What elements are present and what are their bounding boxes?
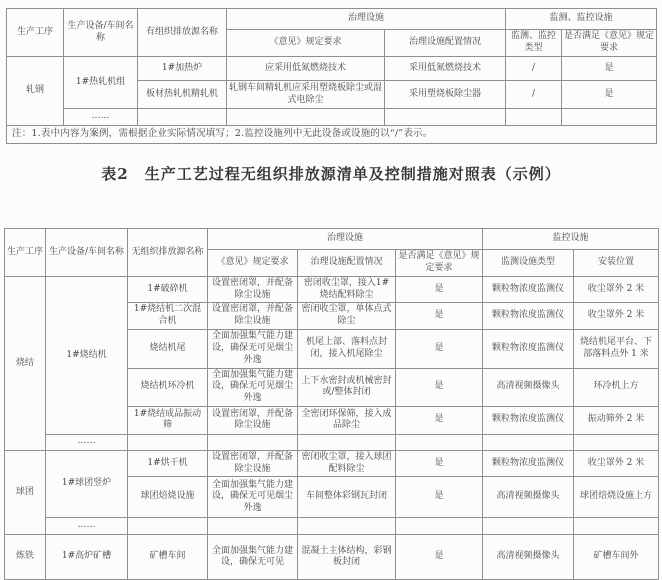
table-header-row	[7, 9, 657, 30]
cell-requirement	[227, 109, 385, 126]
organized-emission-sources-table	[6, 8, 657, 144]
cell-meets-requirement	[562, 109, 657, 126]
table-note-row	[7, 126, 657, 144]
table-row	[5, 450, 659, 476]
cell-equipment: 1#热轧机组	[64, 57, 138, 109]
cell-meets-requirement: 是	[396, 477, 483, 518]
cell-source	[128, 518, 208, 535]
header-cell-equipment: 生产设备/车间名称	[64, 9, 138, 57]
cell-meets-requirement: 是	[396, 303, 483, 329]
cell-requirement: 设置密闭罩，并配备除尘设施	[208, 450, 298, 476]
cell-install-position: 烧结机尾平台、下部落料点外 1 米	[574, 329, 659, 368]
unorganized-emission-sources-table	[4, 228, 659, 580]
cell-monitor-type: 颗粒物浓度监测仪	[483, 303, 574, 329]
cell-meets-requirement: 是	[396, 277, 483, 303]
cell-process: 炼铁	[5, 535, 46, 580]
cell-monitor-type: /	[506, 57, 562, 81]
cell-process: 烧结	[5, 277, 46, 451]
header-cell-config: 治理设施配置情况	[385, 30, 506, 57]
cell-requirement: 轧钢车间精轧机应采用塑烧板除尘或湿式电除尘	[227, 81, 385, 109]
cell-monitor-type: 颗粒物浓度监测仪	[483, 406, 574, 434]
cell-meets-requirement: 是	[396, 406, 483, 434]
cell-equipment: 1#球团竖炉	[46, 450, 128, 517]
cell-source: 板材热轧机精轧机	[138, 81, 227, 109]
header-cell-equipment: 生产设备/车间名称	[46, 229, 128, 277]
cell-monitor-type	[483, 434, 574, 450]
table-header-row	[5, 229, 659, 250]
header-cell-source: 无组织排放源名称	[128, 229, 208, 277]
cell-source: 1#烧结机二次混合机	[128, 303, 208, 329]
cell-install-position: 收尘罩外 2 米	[574, 450, 659, 476]
cell-source: 矿槽车间	[128, 535, 208, 580]
header-cell-config: 治理设施配置情况	[298, 250, 396, 277]
header-group-monitoring: 监控设施	[483, 229, 659, 250]
cell-meets-requirement: 是	[396, 329, 483, 368]
cell-source: 1#加热炉	[138, 57, 227, 81]
cell-install-position	[574, 434, 659, 450]
cell-config: 采用低氮燃烧技术	[385, 57, 506, 81]
header-cell-monitor-type: 监测、监控类型	[506, 30, 562, 57]
cell-monitor-type: 颗粒物浓度监测仪	[483, 329, 574, 368]
cell-meets-requirement: 是	[396, 450, 483, 476]
cell-config: 车间整体彩钢瓦封闭	[298, 477, 396, 518]
header-group-treatment: 治理设施	[208, 229, 483, 250]
cell-config	[385, 109, 506, 126]
cell-equipment: ……	[64, 109, 138, 126]
cell-equipment: ……	[46, 518, 128, 535]
cell-config	[298, 518, 396, 535]
cell-process: 轧钢	[7, 57, 64, 126]
cell-requirement: 设置密闭罩，并配备除尘设施	[208, 303, 298, 329]
cell-meets-requirement: 是	[562, 81, 657, 109]
cell-install-position: 矿槽车间外	[574, 535, 659, 580]
cell-source: 球团焙烧设施	[128, 477, 208, 518]
cell-source: 1#破碎机	[128, 277, 208, 303]
cell-equipment: 1#烧结机	[46, 277, 128, 435]
cell-monitor-type: 颗粒物浓度监测仪	[483, 450, 574, 476]
cell-equipment: 1#高炉矿槽	[46, 535, 128, 580]
cell-config: 混凝土主体结构，彩钢板封闭	[298, 535, 396, 580]
cell-requirement: 全面加强集气能力建设，确保无可见烟尘外逸	[208, 477, 298, 518]
table-row-ellipsis	[7, 109, 657, 126]
cell-source	[128, 434, 208, 450]
cell-install-position: 收尘罩外 2 米	[574, 277, 659, 303]
table-row-ellipsis	[5, 518, 659, 535]
cell-equipment: ……	[46, 434, 128, 450]
cell-source: 烧结机环冷机	[128, 368, 208, 406]
cell-config: 全密闭环保筛，接入成品除尘	[298, 406, 396, 434]
cell-install-position	[574, 518, 659, 535]
header-group-treatment: 治理设施	[227, 9, 506, 30]
cell-config: 密闭收尘罩，单体点式除尘	[298, 303, 396, 329]
cell-requirement: 应采用低氮燃烧技术	[227, 57, 385, 81]
cell-source: 1#烘干机	[128, 450, 208, 476]
header-cell-monitor-type: 监测设施类型	[483, 250, 574, 277]
cell-requirement	[208, 434, 298, 450]
cell-install-position: 球团焙烧设施上方	[574, 477, 659, 518]
header-cell-install-position: 安装位置	[574, 250, 659, 277]
cell-config: 采用塑烧板除尘器	[385, 81, 506, 109]
cell-monitor-type: 颗粒物浓度监测仪	[483, 277, 574, 303]
header-cell-process: 生产工序	[5, 229, 46, 277]
table-row	[5, 535, 659, 580]
cell-meets-requirement: 是	[396, 535, 483, 580]
cell-config	[298, 434, 396, 450]
table2-title: 表2 生产工艺过程无组织排放源清单及控制措施对照表（示例）	[101, 165, 561, 183]
table-row	[5, 277, 659, 303]
cell-requirement: 设置密闭罩，并配备除尘设施	[208, 406, 298, 434]
header-cell-requirement: 《意见》规定要求	[227, 30, 385, 57]
cell-install-position: 环冷机上方	[574, 368, 659, 406]
cell-config: 密闭收尘罩，接入1#烧结配料除尘	[298, 277, 396, 303]
cell-monitor-type: /	[506, 81, 562, 109]
cell-install-position: 收尘罩外 2 米	[574, 303, 659, 329]
cell-source: 1#烧结成品振动筛	[128, 406, 208, 434]
cell-meets-requirement	[396, 518, 483, 535]
cell-meets-requirement: 是	[562, 57, 657, 81]
cell-requirement: 设置密闭罩，并配备除尘设施	[208, 277, 298, 303]
cell-install-position: 振动筛外 2 米	[574, 406, 659, 434]
table-row-ellipsis	[5, 434, 659, 450]
cell-config: 上下水密封或机械密封或/整体封闭	[298, 368, 396, 406]
cell-monitor-type	[506, 109, 562, 126]
cell-config: 密闭收尘罩，接入球团配料除尘	[298, 450, 396, 476]
cell-requirement: 全面加强集气能力建设，确保无可见烟尘外逸	[208, 329, 298, 368]
header-cell-requirement: 《意见》规定要求	[208, 250, 298, 277]
cell-source	[138, 109, 227, 126]
cell-monitor-type: 高清视频摄像头	[483, 535, 574, 580]
header-cell-meets-requirement: 是否满足《意见》规定要求	[562, 30, 657, 57]
cell-meets-requirement: 是	[396, 368, 483, 406]
table-row	[7, 57, 657, 81]
header-group-monitoring: 监测、监控设施	[506, 9, 657, 30]
cell-config: 机尾上部、落料点封闭，接入机尾除尘	[298, 329, 396, 368]
cell-requirement	[208, 518, 298, 535]
table-note: 注：1.表中内容为案例，需根据企业实际情况填写；2.监控设施列中无此设备或设施的以“/”表示。	[7, 126, 657, 144]
cell-monitor-type: 高清视频摄像头	[483, 368, 574, 406]
cell-monitor-type	[483, 518, 574, 535]
header-cell-meets-requirement: 是否满足《意见》规定要求	[396, 250, 483, 277]
cell-requirement: 全面加强集气能力建设，确保无可见	[208, 535, 298, 580]
cell-process: 球团	[5, 450, 46, 534]
header-cell-source: 有组织排放源名称	[138, 9, 227, 57]
cell-meets-requirement	[396, 434, 483, 450]
cell-monitor-type: 高清视频摄像头	[483, 477, 574, 518]
cell-source: 烧结机尾	[128, 329, 208, 368]
cell-requirement: 全面加强集气能力建设，确保无可见烟尘外逸	[208, 368, 298, 406]
header-cell-process: 生产工序	[7, 9, 64, 57]
